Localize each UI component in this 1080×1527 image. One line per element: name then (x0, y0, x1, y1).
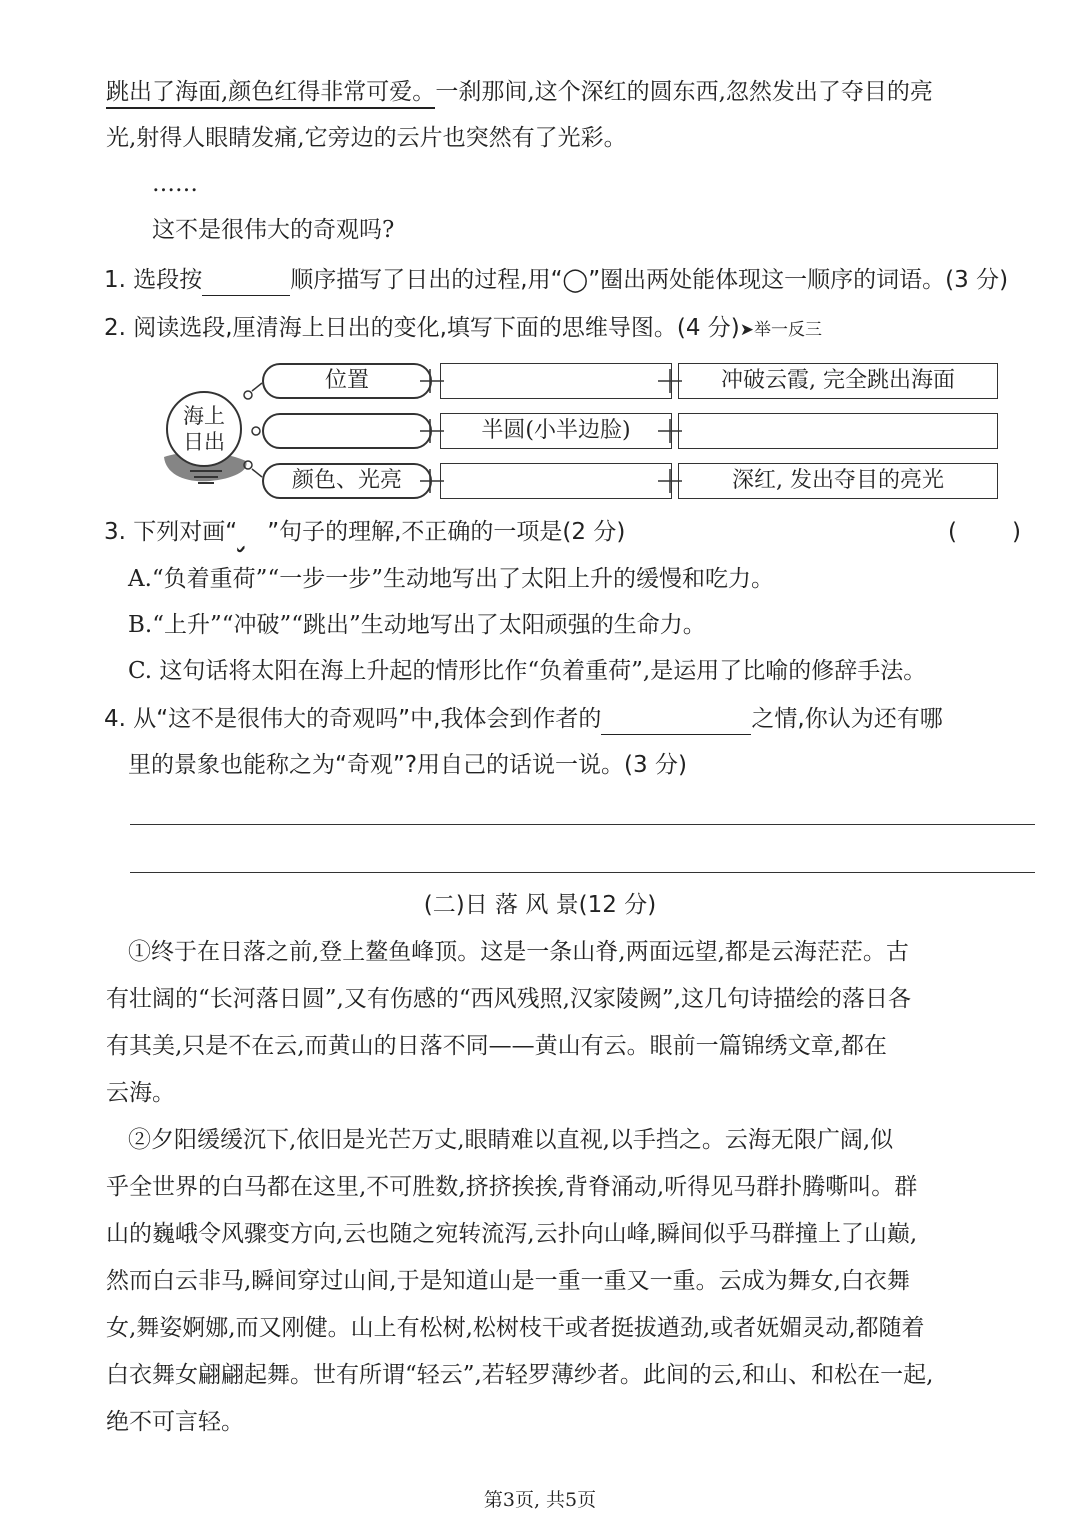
p1-line-3: 有其美,只是不在云,而黄山的日落不同——黄山有云。眼前一篇锦绣文章,都在 (106, 1033, 887, 1059)
question-3 (104, 516, 625, 548)
q3-text-b: ”句子的理解,不正确的一项是(2 分) (267, 519, 626, 545)
p2-line-3: 山的巍峨令风骤变方向,云也随之宛转流泻,云扑向山峰,瞬间似乎马群撞上了山巅, (106, 1221, 918, 1247)
mind-map-blank-2[interactable] (678, 413, 998, 449)
wavy-underline-mark (237, 516, 267, 548)
circle-icon: ◯ (562, 267, 589, 293)
question-4-line-2: 里的景象也能称之为“奇观”?用自己的话说一说。(3 分) (128, 752, 687, 778)
intro-line-1 (106, 76, 933, 108)
answer-line-1[interactable] (130, 824, 1035, 825)
mind-map-label-2-blank[interactable] (262, 413, 432, 449)
mind-map-label-1: 位置 (262, 363, 432, 399)
q1-blank[interactable] (202, 269, 290, 296)
answer-line-2[interactable] (130, 872, 1035, 873)
p2-line-2: 乎全世界的白马都在这里,不可胜数,挤挤挨挨,背脊涌动,听得见马群扑腾嘶叫。群 (106, 1174, 918, 1200)
q4-text-a: 从“这不是很伟大的奇观吗”中,我体会到作者的 (133, 706, 602, 732)
q3-text-a: 下列对画“ (133, 519, 238, 545)
p2-line-6: 白衣舞女翩翩起舞。世有所谓“轻云”,若轻罗薄纱者。此间的云,和山、和松在一起, (106, 1362, 934, 1388)
q1-text-b: 顺序描写了日出的过程,用“ (290, 267, 563, 293)
question-2 (104, 312, 822, 346)
intro-closing: 这不是很伟大的奇观吗? (152, 217, 395, 243)
q2-number: 2. (104, 315, 126, 341)
p2-line-7: 绝不可言轻。 (106, 1409, 244, 1435)
intro-line-2: 光,射得人眼睛发痛,它旁边的云片也突然有了光彩。 (106, 125, 627, 151)
q4-blank[interactable] (601, 708, 751, 735)
p2-line-4: 然而白云非马,瞬间穿过山间,于是知道山是一重一重又一重。云成为舞女,白衣舞 (106, 1268, 910, 1294)
mind-map-center (166, 391, 242, 467)
intro-line-1-rest: 一刹那间,这个深红的圆东西,忽然发出了夺目的亮 (435, 79, 933, 105)
answer-paren-close: ) (1012, 519, 1021, 545)
mind-map-blank-3[interactable] (440, 463, 672, 499)
q4-number: 4. (104, 706, 126, 732)
underlined-sentence: 跳出了海面,颜色红得非常可爱。 (106, 79, 435, 109)
p2-line-1: ②夕阳缓缓沉下,依旧是光芒万丈,眼睛难以直视,以手挡之。云海无限广阔,似 (128, 1127, 894, 1153)
option-c[interactable]: C. 这句话将太阳在海上升起的情形比作“负着重荷”,是运用了比喻的修辞手法。 (128, 658, 927, 684)
answer-paren-open: ( (948, 519, 957, 545)
intro-ellipsis: …… (152, 171, 198, 197)
page-number: 第3页, 共5页 (483, 1489, 597, 1511)
q1-text-a: 选段按 (133, 267, 203, 293)
q2-tag: ➤举一反三 (739, 320, 823, 340)
p2-line-5: 女,舞姿婀娜,而又刚健。山上有松树,松树枝干或者挺拔遒劲,或者妩媚灵动,都随着 (106, 1315, 925, 1341)
p1-line-1: ①终于在日落之前,登上鳌鱼峰顶。这是一条山脊,两面远望,都是云海茫茫。古 (128, 939, 909, 965)
center-text-2: 日出 (183, 430, 225, 454)
mind-map-result-1: 冲破云霞, 完全跳出海面 (678, 363, 998, 399)
p1-line-2: 有壮阔的“长河落日圆”,又有伤感的“西风残照,汉家陵阙”,这几句诗描绘的落日各 (106, 986, 911, 1012)
option-a[interactable]: A.“负着重荷”“一步一步”生动地写出了太阳上升的缓慢和吃力。 (128, 566, 774, 592)
mind-map-result-3: 深红, 发出夺目的亮光 (678, 463, 998, 499)
question-4 (104, 703, 943, 735)
center-text-1: 海上 (183, 404, 225, 428)
q1-number: 1. (104, 267, 126, 293)
q3-number: 3. (104, 519, 126, 545)
mind-map-stage-2: 半圆(小半边脸) (440, 413, 672, 449)
option-b[interactable]: B.“上升”“冲破”“跳出”生动地写出了太阳顽强的生命力。 (128, 612, 706, 638)
p1-line-4: 云海。 (106, 1080, 175, 1106)
q4-text-b: 之情,你认为还有哪 (751, 706, 943, 732)
question-1 (104, 264, 1008, 296)
mind-map (150, 355, 1010, 505)
q1-text-c: ”圈出两处能体现这一顺序的词语。(3 分) (588, 267, 1009, 293)
mind-map-blank-1[interactable] (440, 363, 672, 399)
mind-map-label-3: 颜色、光亮 (262, 463, 432, 499)
section-2-title: (二)日 落 风 景(12 分) (423, 892, 657, 918)
q2-text: 阅读选段,厘清海上日出的变化,填写下面的思维导图。(4 分) (133, 315, 740, 341)
